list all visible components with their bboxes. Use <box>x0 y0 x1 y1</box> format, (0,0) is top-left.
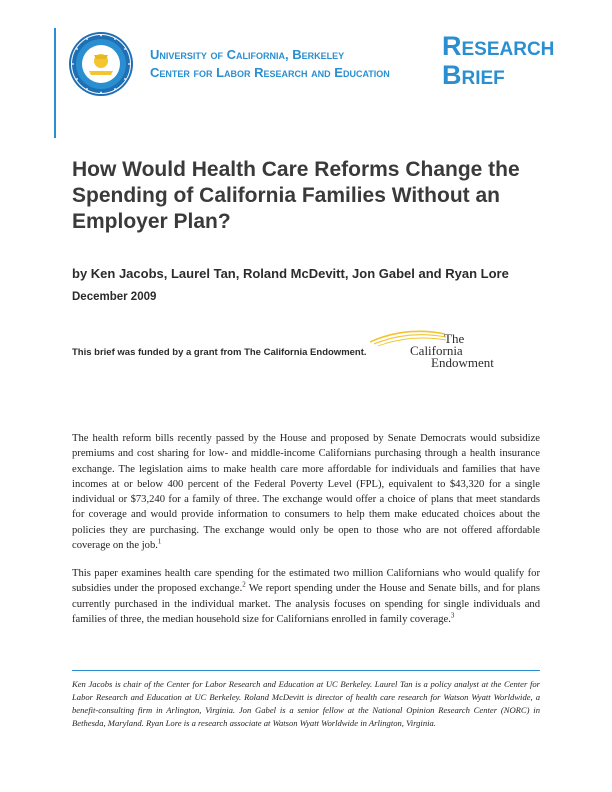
document-type-line1: Research <box>442 31 555 61</box>
uc-seal-icon <box>68 31 134 97</box>
publication-date: December 2009 <box>72 291 157 303</box>
author-bio-note: Ken Jacobs is chair of the Center for Labor Research and Education at UC Berkeley. Laurel Tan is a policy analyst at the Center for Labor Research and Education at UC Berkeley. Roland McDevitt is director of health care research for Watson Wyatt Worldwide, a benefit-consulting firm in Arlington, Virginia. Jon Gabel is a senior fellow at the National Opinion Research Center (NORC) in Bethesda, Maryland. Ryan Lore is a research associate at Watson Wyatt Worldwide in Arlington, Virginia. <box>72 679 540 728</box>
institution-line-university: University of California, Berkeley <box>150 47 345 62</box>
footnote-divider <box>72 670 540 671</box>
paragraph-1-text: The health reform bills recently passed by the House and proposed by Senate Democrats would subsidize premiums and cost sharing for low- and middle-income Californians purchasing through a health insurance exchange. The legislation aims to make health care more affordable for individuals and families that have incomes at or below 400 percent of the Federal Poverty Level (FPL), equivalent to $43,320 for a single individual or $73,240 for a family of three. The exchange would offer a choice of plans that meet standards for coverage and would provide information to consumers to help them make educated choices about the policies they are purchasing. The exchange would only be open to those who are not offered affordable coverage on the job. <box>72 433 540 552</box>
body-paragraph-1 <box>72 431 540 553</box>
funding-note: This brief was funded by a grant from The California Endowment. <box>72 347 367 358</box>
funder-logo-line3: Endowment <box>431 355 494 370</box>
footnote-ref-1: 1 <box>157 537 162 546</box>
funder-logo-line2: California <box>410 343 463 358</box>
author-list: by Ken Jacobs, Laurel Tan, Roland McDevitt, Jon Gabel and Ryan Lore <box>72 266 509 281</box>
footnote-ref-3: 3 <box>450 611 455 620</box>
institution-line-center: Center for Labor Research and Education <box>150 65 390 80</box>
institution-name <box>150 46 390 82</box>
paragraph-2-text-b: We report spending under the House and Senate bills, and for plans currently purchased in the individual market. The analysis focuses on spending for single individuals and families of three, the median household size for Californians enrolled in family coverage. <box>72 583 540 625</box>
footnote-ref-2: 2 <box>242 580 246 589</box>
body-paragraph-2 <box>72 566 540 627</box>
funder-logo-line1: The <box>444 331 465 346</box>
header-accent-line <box>54 28 56 138</box>
document-type-heading <box>442 32 554 90</box>
paragraph-2-text-a: This paper examines health care spending for the estimated two million Californians who would qualify for subsidies under the proposed exchange. <box>72 568 540 595</box>
document-type-line2: Brief <box>442 60 505 90</box>
document-title: How Would Health Care Reforms Change the Spending of California Families Without an Employer Plan? <box>72 158 520 233</box>
